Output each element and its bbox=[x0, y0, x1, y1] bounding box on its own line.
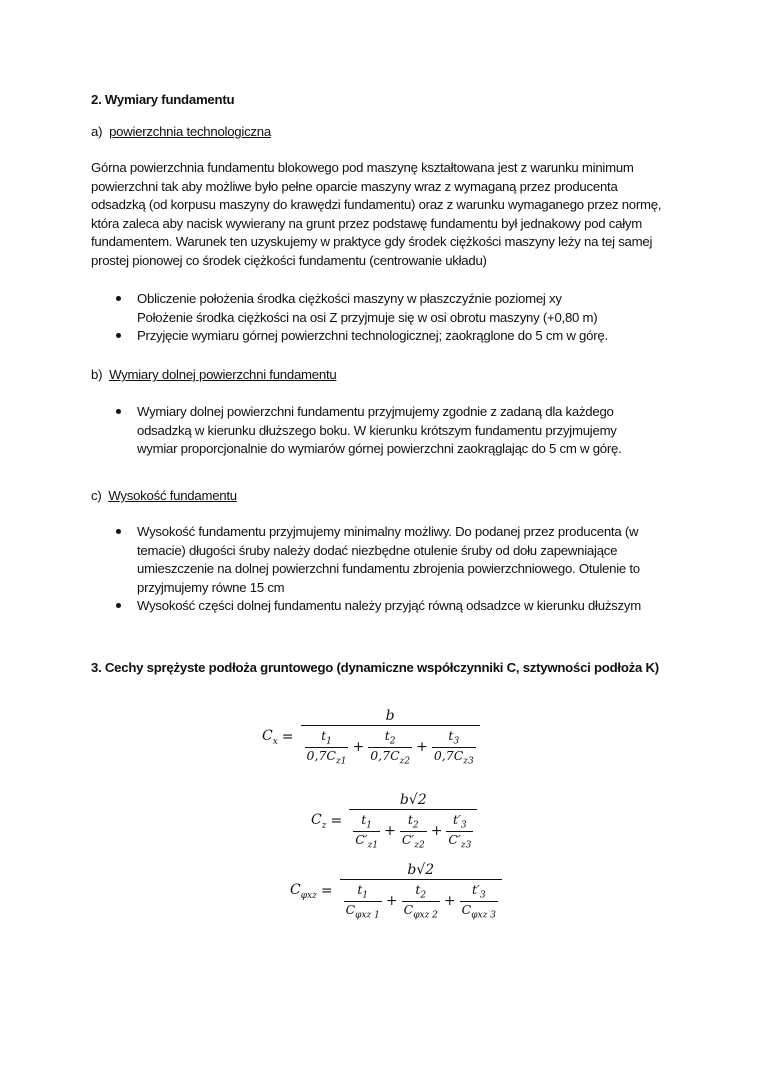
bullet-text: Przyjęcie wymiaru górnej powierzchni technologicznej; zaokrąglone do 5 cm w górę. bbox=[137, 328, 608, 343]
bullet-text: Wysokość części dolnej fundamentu należy przyjąć równą odsadzce w kierunku dłuższym bbox=[137, 598, 641, 613]
term-fraction bbox=[432, 728, 476, 766]
paragraph-line: która zaleca aby nacisk wywierany na grunt przez podstawę fundamentu był jednakowy pod całym bbox=[91, 215, 642, 231]
term-numerator bbox=[359, 812, 374, 831]
symbol: t′ bbox=[471, 882, 480, 897]
subsection-title: Wymiary dolnej powierzchni fundamentu bbox=[109, 367, 337, 382]
symbol: t bbox=[361, 812, 367, 827]
subsection-label: c) bbox=[91, 488, 102, 503]
term-denominator bbox=[432, 747, 476, 767]
term-numerator bbox=[413, 882, 428, 901]
term-fraction bbox=[446, 812, 473, 850]
bullet-text: Obliczenie położenia środka ciężkości maszyny w płaszczyźnie poziomej xy bbox=[137, 291, 562, 306]
subscript: z2 bbox=[399, 756, 411, 766]
subscript: 3 bbox=[479, 890, 486, 901]
denominator bbox=[349, 809, 477, 850]
subscript: 1 bbox=[366, 820, 373, 831]
bullet-icon bbox=[116, 333, 121, 338]
term-denominator bbox=[305, 747, 349, 767]
symbol: t bbox=[357, 882, 363, 897]
subscript: z1 bbox=[335, 756, 347, 766]
subscript: z1 bbox=[367, 840, 379, 850]
bullet-icon bbox=[116, 603, 121, 608]
fraction bbox=[349, 792, 477, 850]
term-fraction bbox=[344, 882, 382, 920]
symbol: t bbox=[415, 882, 421, 897]
equals-sign: = bbox=[281, 729, 294, 745]
symbol: C bbox=[262, 727, 273, 744]
subscript: 1 bbox=[362, 890, 369, 901]
term-denominator bbox=[344, 901, 382, 921]
subscript: 3 bbox=[453, 736, 460, 747]
term-numerator bbox=[446, 728, 461, 747]
term-fraction bbox=[402, 882, 440, 920]
subscript: 2 bbox=[412, 820, 419, 831]
term-denominator bbox=[400, 831, 427, 851]
term-fraction bbox=[353, 812, 380, 850]
subsection-title: Wysokość fundamentu bbox=[108, 488, 237, 503]
formula-lhs bbox=[290, 882, 317, 901]
numerator: b√2 bbox=[399, 792, 427, 808]
bullet-text: Wymiary dolnej powierzchni fundamentu przyjmujemy zgodnie z zadaną dla każdego bbox=[137, 404, 614, 419]
bullet-text: Położenie środka ciężkości na osi Z przyjmuje się w osi obrotu maszyny (+0,80 m) bbox=[137, 309, 598, 325]
term-denominator bbox=[402, 901, 440, 921]
term-numerator bbox=[451, 812, 469, 831]
symbol: t′ bbox=[453, 812, 461, 827]
formula-lhs bbox=[262, 728, 278, 747]
equals-sign: = bbox=[330, 813, 343, 829]
subscript: 2 bbox=[420, 890, 427, 901]
paragraph-line: odsadzką (od korpusu maszyny do krawędzi fundamentu) oraz z warunku wymaganego przez normę, bbox=[91, 197, 662, 212]
subscript: φxz bbox=[300, 890, 317, 901]
symbol: t bbox=[384, 728, 390, 743]
term-numerator bbox=[470, 882, 488, 901]
subsection-a-heading bbox=[91, 123, 271, 141]
symbol: C bbox=[311, 811, 322, 828]
bullet-text: wymiar proporcjonalnie do wymiarów górnej powierzchni zaokrąglając do 5 cm w górę. bbox=[137, 441, 622, 456]
fraction bbox=[340, 862, 502, 920]
term-denominator bbox=[353, 831, 380, 851]
subscript: 1 bbox=[326, 736, 332, 747]
subsection-c-heading bbox=[91, 487, 237, 505]
term-fraction bbox=[305, 728, 349, 766]
subsection-label: a) bbox=[91, 124, 103, 139]
formula-lhs bbox=[311, 812, 326, 831]
bullet-text: przyjmujemy równe 15 cm bbox=[137, 579, 285, 595]
symbol: 0,7C bbox=[306, 747, 336, 763]
symbol: C′ bbox=[401, 831, 415, 847]
symbol: C′ bbox=[448, 831, 461, 847]
symbol: C′ bbox=[355, 831, 368, 847]
denominator bbox=[301, 725, 480, 766]
subscript: φxz 1 bbox=[355, 910, 380, 920]
symbol: C bbox=[461, 901, 472, 917]
plus-sign: + bbox=[384, 823, 396, 839]
bullet-text: odsadzką w kierunku dłuższego boku. W kierunku krótszym fundamentu przyjmujemy bbox=[137, 422, 617, 438]
plus-sign: + bbox=[443, 893, 456, 909]
term-denominator bbox=[446, 831, 473, 851]
term-fraction bbox=[400, 812, 427, 850]
subsection-title: powierzchnia technologiczna bbox=[109, 124, 271, 139]
symbol: t bbox=[407, 812, 413, 827]
paragraph-line: powierzchni tak aby możliwe było pełne oparcie maszyny wraz z wymaganą przez producenta bbox=[91, 178, 618, 194]
paragraph-line: Górna powierzchnia fundamentu blokowego pod maszynę kształtowana jest z warunku minimum bbox=[91, 160, 634, 175]
term-fraction bbox=[368, 728, 412, 766]
bullet-text: Wysokość fundamentu przyjmujemy minimalny możliwy. Do podanej przez producenta (w bbox=[137, 524, 639, 539]
term-denominator bbox=[460, 901, 498, 921]
symbol: C bbox=[345, 901, 356, 917]
formula-cx bbox=[262, 708, 483, 766]
bullet-icon bbox=[116, 409, 121, 414]
subscript: x bbox=[272, 736, 278, 747]
paragraph-line: prostej pionowej co środek ciężkości fundamentu (centrowanie układu) bbox=[91, 252, 487, 268]
formula-cphi-xz bbox=[290, 862, 505, 920]
denominator bbox=[340, 879, 502, 920]
plus-sign: + bbox=[430, 823, 443, 839]
fraction bbox=[301, 708, 480, 766]
subscript: φxz 3 bbox=[471, 910, 496, 920]
bullet-text: umieszczenie na dolnej powierzchni fundamentu zbrojenia powierzchniowego. Otulenie to bbox=[137, 561, 640, 576]
term-denominator bbox=[368, 747, 412, 767]
equals-sign: = bbox=[320, 883, 333, 899]
plus-sign: + bbox=[352, 739, 365, 755]
bullet-icon bbox=[116, 529, 121, 534]
plus-sign: + bbox=[416, 739, 428, 755]
numerator: b bbox=[385, 708, 395, 724]
symbol: 0,7C bbox=[370, 747, 400, 763]
subscript: z3 bbox=[460, 840, 472, 850]
subscript: 2 bbox=[389, 736, 396, 747]
subscript: z bbox=[321, 820, 327, 831]
plus-sign: + bbox=[385, 893, 398, 909]
subscript: 3 bbox=[460, 820, 467, 831]
numerator: b√2 bbox=[407, 862, 435, 878]
term-numerator bbox=[355, 882, 370, 901]
bullet-icon bbox=[116, 296, 121, 301]
subscript: z3 bbox=[463, 756, 474, 766]
term-numerator bbox=[319, 728, 334, 747]
subscript: z2 bbox=[414, 840, 425, 850]
bullet-text: temacie) długości śruby należy dodać niezbędne otulenie śruby od dołu zapewniające bbox=[137, 542, 618, 558]
subsection-b-heading bbox=[91, 366, 336, 384]
paragraph-line: fundamentem. Warunek ten uzyskujemy w praktyce gdy środek ciężkości maszyny leży na tej samej bbox=[91, 234, 653, 249]
term-numerator bbox=[383, 728, 398, 747]
symbol: t bbox=[448, 728, 454, 743]
subsection-label: b) bbox=[91, 367, 103, 382]
section-heading: 3. Cechy sprężyste podłoża gruntowego (dynamiczne współczynniki C, sztywności podłoża K) bbox=[91, 660, 659, 675]
symbol: C bbox=[290, 881, 301, 898]
term-fraction bbox=[460, 882, 498, 920]
section-heading: 2. Wymiary fundamentu bbox=[91, 92, 235, 107]
symbol: t bbox=[321, 728, 327, 743]
symbol: 0,7C bbox=[433, 747, 464, 763]
formula-cz bbox=[311, 792, 480, 850]
symbol: C bbox=[403, 901, 414, 917]
term-numerator bbox=[406, 812, 421, 831]
subscript: φxz 2 bbox=[413, 910, 438, 920]
